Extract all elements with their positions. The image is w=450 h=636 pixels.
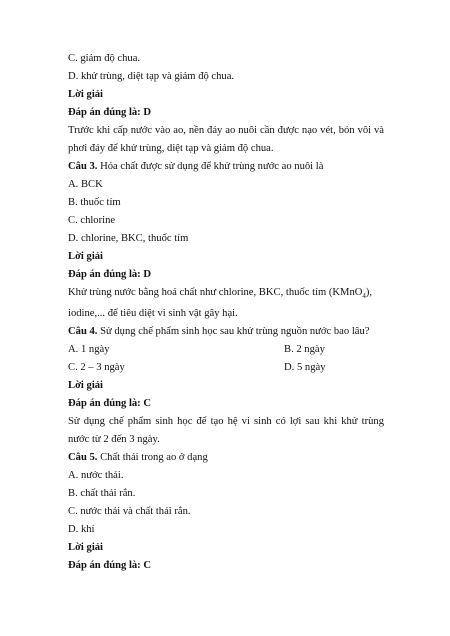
- q4-label: Câu 4.: [68, 326, 98, 338]
- q5-solution-heading: Lời giải: [68, 542, 104, 554]
- q4-question: [68, 323, 384, 341]
- q2-option-c: C. giảm độ chua.: [68, 53, 141, 64]
- q5-option-b: B. chất thải rắn.: [68, 488, 136, 500]
- q3-option-b: B. thuốc tím: [68, 197, 121, 208]
- q3-answer: Đáp án đúng là: D: [68, 269, 152, 280]
- q2-explanation: Trước khi cấp nước vào ao, nền đáy ao nuôi cần được nạo vét, bón vôi và phơi đáy để khử trùng, diệt tạp và giảm độ chua.: [68, 125, 384, 154]
- q4-solution-heading: Lời giải: [68, 380, 104, 392]
- document-page: [68, 50, 384, 575]
- q4-option-b: B. 2 ngày: [284, 344, 325, 356]
- q5-answer: Đáp án đúng là: C: [68, 560, 152, 572]
- q2-answer: Đáp án đúng là: D: [68, 107, 152, 118]
- q5-question-text: Chất thải trong ao ở dạng: [97, 452, 208, 464]
- q3-option-a: A. BCK: [68, 179, 103, 190]
- q3-label: Câu 3.: [68, 161, 98, 172]
- q5-question: [68, 449, 384, 467]
- q3-question: [68, 158, 384, 176]
- q5-option-d: D. khí: [68, 524, 95, 536]
- q3-explanation-subscript: 4: [362, 292, 366, 301]
- q3-explanation-line2: iodine,... để tiêu diệt vi sinh vật gây hại.: [68, 308, 238, 320]
- q5-option-c: C. nước thải và chất thải rắn.: [68, 506, 191, 518]
- q3-explanation-text-end: ),: [365, 287, 373, 298]
- q2-option-d: D. khử trùng, diệt tạp và giảm độ chua.: [68, 71, 235, 82]
- q5-label: Câu 5.: [68, 452, 98, 464]
- q4-question-text: Sử dụng chế phẩm sinh học sau khử trùng nguồn nước bao lâu?: [97, 326, 370, 338]
- q3-explanation-line1: [68, 284, 384, 305]
- q3-option-c: C. chlorine: [68, 215, 116, 226]
- q4-answer: Đáp án đúng là: C: [68, 398, 152, 410]
- q4-options-row-1: [68, 341, 384, 359]
- q2-solution-heading: Lời giải: [68, 89, 104, 100]
- q5-option-a: A. nước thải.: [68, 470, 124, 482]
- q4-options-row-2: [68, 359, 384, 377]
- q4-option-c: C. 2 – 3 ngày: [68, 362, 125, 374]
- q4-option-d: D. 5 ngày: [284, 362, 326, 374]
- q3-option-d: D. chlorine, BKC, thuốc tím: [68, 233, 189, 244]
- q4-explanation: Sử dụng chế phẩm sinh học để tạo hệ vi sinh có lợi sau khi khử trùng nước từ 2 đến 3 ngày.: [68, 416, 384, 446]
- q3-solution-heading: Lời giải: [68, 251, 104, 262]
- q3-explanation-text: Khử trùng nước bằng hoá chất như chlorine, BKC, thuốc tím (KMnO: [68, 287, 363, 298]
- q3-question-text: Hóa chất được sử dụng để khử trùng nước ao nuôi là: [97, 161, 324, 172]
- q4-option-a: A. 1 ngày: [68, 344, 110, 356]
